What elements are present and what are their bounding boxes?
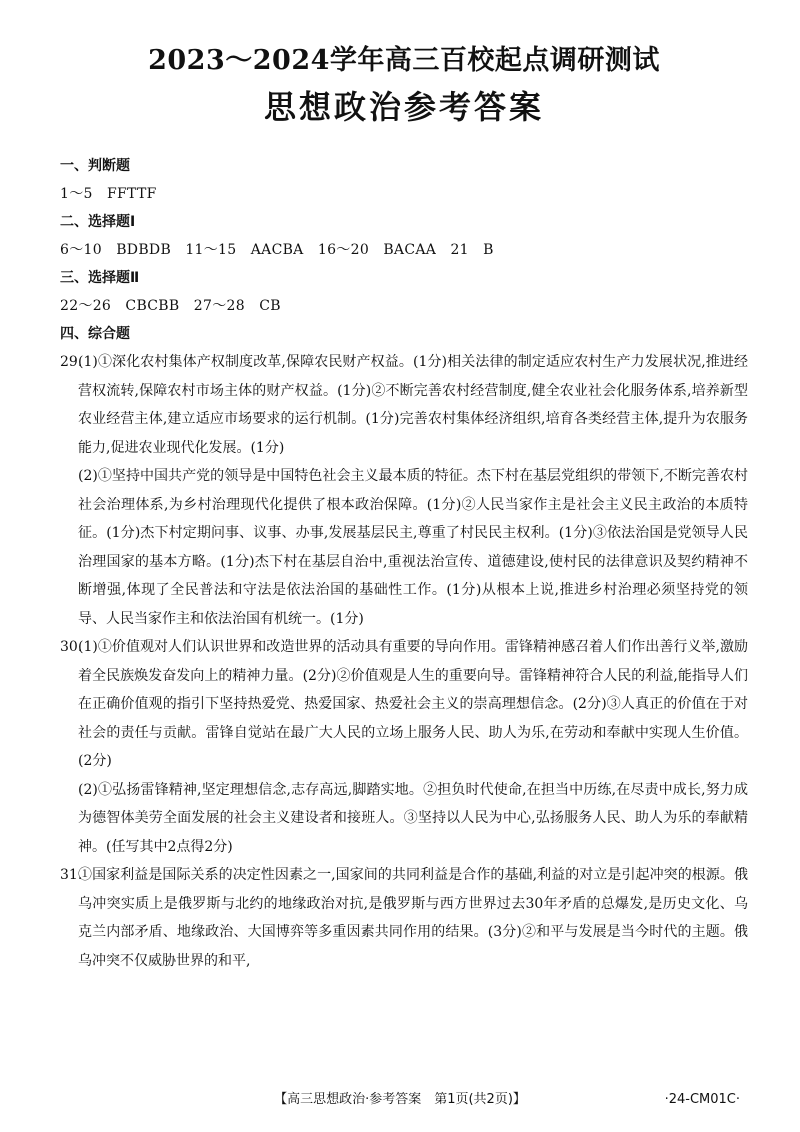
footer-code: ·24-CM01C· (664, 1092, 740, 1107)
question-31 (60, 861, 748, 975)
question-30-part-1: (1)①价值观对人们认识世界和改造世界的活动具有重要的导向作用。雷锋精神感召着人们作出善行义举,激励着全民族焕发奋发向上的精神力量。(2分)②价值观是人生的重要向导。雷锋精神符合人民的利益,能指导人们在正确价值观的指引下坚持热爱党、热爱国家、热爱社会主义的崇高理想信念。(2分)③人真正的价值在于对社会的责任与贡献。雷锋自觉站在最广大人民的立场上服务人民、助人为乐,在劳动和奉献中实现人生价值。(2分) (78, 639, 748, 769)
question-number: 31. (60, 867, 83, 883)
question-29 (60, 348, 748, 633)
choice-2-answers: 22～26 CBCBB 27～28 CB (60, 298, 281, 314)
question-30-part-2: (2)①弘扬雷锋精神,坚定理想信念,志存高远,脚踏实地。②担负时代使命,在担当中历练,在尽责中成长,努力成为德智体美劳全面发展的社会主义建设者和接班人。③坚持以人民为中心,弘扬服务人民、助人为乐的奉献精神。(任写其中2点得2分) (78, 781, 748, 855)
section-heading-choice-2: 三、选择题Ⅱ (60, 270, 140, 286)
section-heading-comprehensive: 四、综合题 (60, 326, 130, 342)
question-29-part-1: (1)①深化农村集体产权制度改革,保障农民财产权益。(1分)相关法律的制定适应农村生产力发展状况,推进经营权流转,保障农村市场主体的财产权益。(1分)②不断完善农村经营制度,健全农业社会化服务体系,培养新型农业经营主体,建立适应市场要求的运行机制。(1分)完善农村集体经济组织,培育各类经营主体,提升为农服务能力,促进农业现代化发展。(1分) (78, 354, 748, 456)
question-29-part-2: (2)①坚持中国共产党的领导是中国特色社会主义最本质的特征。杰下村在基层党组织的带领下,不断完善农村社会治理体系,为乡村治理现代化提供了根本政治保障。(1分)②人民当家作主是社会主义民主政治的本质特征。(1分)杰下村定期问事、议事、办事,发展基层民主,尊重了村民民主权利。(1分)③依法治国是党领导人民治理国家的基本方略。(1分)杰下村在基层自治中,重视法治宣传、道德建设,使村民的法律意识及契约精神不断增强,体现了全民普法和守法是依法治国的基础性工作。(1分)从根本上说,推进乡村治理必须坚持党的领导、人民当家作主和依法治国有机统一。(1分) (78, 468, 748, 627)
question-number: 29. (60, 354, 83, 370)
question-number: 30. (60, 639, 83, 655)
question-30 (60, 633, 748, 861)
footer-page-label: 【高三思想政治·参考答案 第1页(共2页)】 (274, 1092, 526, 1107)
judgment-answers: 1～5 FFTTF (60, 186, 157, 202)
section-heading-judgment: 一、判断题 (60, 158, 130, 174)
document-title: 思想政治参考答案 (263, 88, 544, 126)
question-31-part-1: ①国家利益是国际关系的决定性因素之一,国家间的共同利益是合作的基础,利益的对立是引起冲突的根源。俄乌冲突实质上是俄罗斯与北约的地缘政治对抗,是俄罗斯与西方世界过去30年矛盾的总爆发,是历史文化、乌克兰内部矛盾、地缘政治、大国博弈等多重因素共同作用的结果。(3分)②和平与发展是当今时代的主题。俄乌冲突不仅威胁世界的和平, (78, 867, 748, 969)
page-footer (0, 1090, 800, 1110)
choice-1-answers: 6～10 BDBDB 11～15 AACBA 16～20 BACAA 21 B (60, 242, 494, 258)
section-heading-choice-1: 二、选择题Ⅰ (60, 214, 136, 230)
exam-title: 2023～2024学年高三百校起点调研测试 (148, 45, 660, 76)
